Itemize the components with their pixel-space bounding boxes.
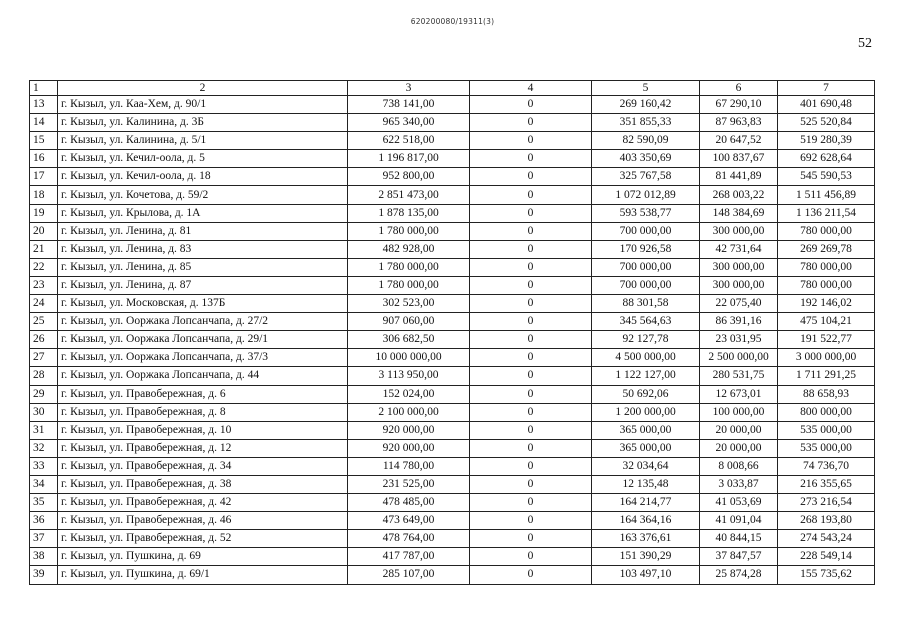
address-cell: г. Кызыл, ул. Ленина, д. 83: [58, 240, 348, 258]
value-cell: 365 000,00: [592, 421, 700, 439]
value-cell: 273 216,54: [778, 494, 875, 512]
address-cell: г. Кызыл, ул. Ленина, д. 85: [58, 258, 348, 276]
table-row: [30, 313, 875, 331]
page-number: 52: [858, 36, 872, 51]
value-cell: 1 122 127,00: [592, 367, 700, 385]
table-row: [30, 114, 875, 132]
value-cell: 0: [470, 367, 592, 385]
value-cell: 3 113 950,00: [348, 367, 470, 385]
row-number-cell: 38: [30, 548, 58, 566]
value-cell: 280 531,75: [700, 367, 778, 385]
value-cell: 1 200 000,00: [592, 403, 700, 421]
value-cell: 417 787,00: [348, 548, 470, 566]
value-cell: 155 735,62: [778, 566, 875, 584]
value-cell: 0: [470, 349, 592, 367]
document-id: 620200080/19311(3): [410, 17, 495, 26]
address-cell: г. Кызыл, ул. Правобережная, д. 46: [58, 512, 348, 530]
value-cell: 0: [470, 240, 592, 258]
value-cell: 41 053,69: [700, 494, 778, 512]
value-cell: 0: [470, 530, 592, 548]
row-number-cell: 28: [30, 367, 58, 385]
value-cell: 0: [470, 168, 592, 186]
value-cell: 37 847,57: [700, 548, 778, 566]
address-cell: г. Кызыл, ул. Правобережная, д. 8: [58, 403, 348, 421]
table-row: [30, 548, 875, 566]
address-cell: г. Кызыл, ул. Правобережная, д. 34: [58, 457, 348, 475]
value-cell: 700 000,00: [592, 276, 700, 294]
table-row: [30, 530, 875, 548]
value-cell: 22 075,40: [700, 295, 778, 313]
value-cell: 2 100 000,00: [348, 403, 470, 421]
value-cell: 478 485,00: [348, 494, 470, 512]
value-cell: 1 072 012,89: [592, 186, 700, 204]
address-cell: г. Кызыл, ул. Калинина, д. 3Б: [58, 114, 348, 132]
value-cell: 103 497,10: [592, 566, 700, 584]
value-cell: 10 000 000,00: [348, 349, 470, 367]
value-cell: 535 000,00: [778, 421, 875, 439]
value-cell: 228 549,14: [778, 548, 875, 566]
address-cell: г. Кызыл, ул. Правобережная, д. 12: [58, 439, 348, 457]
value-cell: 401 690,48: [778, 96, 875, 114]
address-cell: г. Кызыл, ул. Ооржака Лопсанчапа, д. 37/3: [58, 349, 348, 367]
value-cell: 0: [470, 457, 592, 475]
row-number-cell: 29: [30, 385, 58, 403]
address-cell: г. Кызыл, ул. Ооржака Лопсанчапа, д. 27/2: [58, 313, 348, 331]
table-row: [30, 349, 875, 367]
value-cell: 81 441,89: [700, 168, 778, 186]
row-number-cell: 24: [30, 295, 58, 313]
address-cell: г. Кызыл, ул. Московская, д. 137Б: [58, 295, 348, 313]
value-cell: 700 000,00: [592, 258, 700, 276]
value-cell: 2 500 000,00: [700, 349, 778, 367]
column-header: 2: [58, 81, 348, 96]
row-number-cell: 32: [30, 439, 58, 457]
value-cell: 86 391,16: [700, 313, 778, 331]
row-number-cell: 22: [30, 258, 58, 276]
value-cell: 738 141,00: [348, 96, 470, 114]
row-number-cell: 35: [30, 494, 58, 512]
column-header: 5: [592, 81, 700, 96]
value-cell: 41 091,04: [700, 512, 778, 530]
table-body: [30, 96, 875, 585]
value-cell: 300 000,00: [700, 222, 778, 240]
row-number-cell: 31: [30, 421, 58, 439]
value-cell: 1 878 135,00: [348, 204, 470, 222]
value-cell: 1 136 211,54: [778, 204, 875, 222]
value-cell: 88 658,93: [778, 385, 875, 403]
value-cell: 473 649,00: [348, 512, 470, 530]
column-header: 4: [470, 81, 592, 96]
value-cell: 535 000,00: [778, 439, 875, 457]
table-row: [30, 367, 875, 385]
value-cell: 151 390,29: [592, 548, 700, 566]
row-number-cell: 18: [30, 186, 58, 204]
value-cell: 482 928,00: [348, 240, 470, 258]
value-cell: 164 364,16: [592, 512, 700, 530]
row-number-cell: 36: [30, 512, 58, 530]
value-cell: 907 060,00: [348, 313, 470, 331]
value-cell: 0: [470, 150, 592, 168]
row-number-cell: 25: [30, 313, 58, 331]
value-cell: 525 520,84: [778, 114, 875, 132]
value-cell: 12 135,48: [592, 475, 700, 493]
value-cell: 780 000,00: [778, 276, 875, 294]
table-row: [30, 385, 875, 403]
value-cell: 170 926,58: [592, 240, 700, 258]
value-cell: 306 682,50: [348, 331, 470, 349]
address-cell: г. Кызыл, ул. Правобережная, д. 10: [58, 421, 348, 439]
value-cell: 191 522,77: [778, 331, 875, 349]
value-cell: 20 647,52: [700, 132, 778, 150]
value-cell: 345 564,63: [592, 313, 700, 331]
table-row: [30, 295, 875, 313]
row-number-cell: 33: [30, 457, 58, 475]
value-cell: 593 538,77: [592, 204, 700, 222]
value-cell: 0: [470, 331, 592, 349]
column-header: 6: [700, 81, 778, 96]
address-cell: г. Кызыл, ул. Каа-Хем, д. 90/1: [58, 96, 348, 114]
value-cell: 0: [470, 132, 592, 150]
value-cell: 692 628,64: [778, 150, 875, 168]
value-cell: 216 355,65: [778, 475, 875, 493]
value-cell: 2 851 473,00: [348, 186, 470, 204]
value-cell: 20 000,00: [700, 439, 778, 457]
value-cell: 0: [470, 494, 592, 512]
value-cell: 478 764,00: [348, 530, 470, 548]
row-number-cell: 16: [30, 150, 58, 168]
table-row: [30, 204, 875, 222]
address-cell: г. Кызыл, ул. Пушкина, д. 69: [58, 548, 348, 566]
row-number-cell: 14: [30, 114, 58, 132]
address-cell: г. Кызыл, ул. Правобережная, д. 42: [58, 494, 348, 512]
column-header: 7: [778, 81, 875, 96]
value-cell: 0: [470, 403, 592, 421]
address-cell: г. Кызыл, ул. Правобережная, д. 38: [58, 475, 348, 493]
table-row: [30, 240, 875, 258]
table-row: [30, 258, 875, 276]
value-cell: 88 301,58: [592, 295, 700, 313]
value-cell: 100 000,00: [700, 403, 778, 421]
value-cell: 0: [470, 313, 592, 331]
address-cell: г. Кызыл, ул. Кочетова, д. 59/2: [58, 186, 348, 204]
value-cell: 148 384,69: [700, 204, 778, 222]
value-cell: 0: [470, 385, 592, 403]
row-number-cell: 19: [30, 204, 58, 222]
address-cell: г. Кызыл, ул. Ленина, д. 81: [58, 222, 348, 240]
row-number-cell: 39: [30, 566, 58, 584]
table-row: [30, 457, 875, 475]
value-cell: 87 963,83: [700, 114, 778, 132]
value-cell: 0: [470, 566, 592, 584]
value-cell: 952 800,00: [348, 168, 470, 186]
address-cell: г. Кызыл, ул. Крылова, д. 1А: [58, 204, 348, 222]
address-cell: г. Кызыл, ул. Ооржака Лопсанчапа, д. 44: [58, 367, 348, 385]
value-cell: 231 525,00: [348, 475, 470, 493]
value-cell: 152 024,00: [348, 385, 470, 403]
row-number-cell: 21: [30, 240, 58, 258]
value-cell: 268 003,22: [700, 186, 778, 204]
value-cell: 0: [470, 114, 592, 132]
value-cell: 302 523,00: [348, 295, 470, 313]
value-cell: 0: [470, 276, 592, 294]
table-header: [30, 81, 875, 96]
value-cell: 475 104,21: [778, 313, 875, 331]
value-cell: 780 000,00: [778, 222, 875, 240]
value-cell: 163 376,61: [592, 530, 700, 548]
value-cell: 0: [470, 96, 592, 114]
table-row: [30, 150, 875, 168]
table-row: [30, 331, 875, 349]
value-cell: 300 000,00: [700, 258, 778, 276]
value-cell: 0: [470, 222, 592, 240]
value-cell: 365 000,00: [592, 439, 700, 457]
row-number-cell: 26: [30, 331, 58, 349]
value-cell: 3 033,87: [700, 475, 778, 493]
row-number-cell: 34: [30, 475, 58, 493]
value-cell: 12 673,01: [700, 385, 778, 403]
table-row: [30, 403, 875, 421]
row-number-cell: 20: [30, 222, 58, 240]
table-row: [30, 168, 875, 186]
value-cell: 50 692,06: [592, 385, 700, 403]
address-cell: г. Кызыл, ул. Ленина, д. 87: [58, 276, 348, 294]
data-table: [29, 80, 875, 585]
value-cell: 0: [470, 258, 592, 276]
column-header: 3: [348, 81, 470, 96]
value-cell: 274 543,24: [778, 530, 875, 548]
address-cell: г. Кызыл, ул. Пушкина, д. 69/1: [58, 566, 348, 584]
row-number-cell: 27: [30, 349, 58, 367]
value-cell: 325 767,58: [592, 168, 700, 186]
table-row: [30, 186, 875, 204]
value-cell: 192 146,02: [778, 295, 875, 313]
value-cell: 780 000,00: [778, 258, 875, 276]
value-cell: 920 000,00: [348, 439, 470, 457]
value-cell: 300 000,00: [700, 276, 778, 294]
row-number-cell: 37: [30, 530, 58, 548]
value-cell: 700 000,00: [592, 222, 700, 240]
value-cell: 100 837,67: [700, 150, 778, 168]
value-cell: 20 000,00: [700, 421, 778, 439]
value-cell: 622 518,00: [348, 132, 470, 150]
row-number-cell: 23: [30, 276, 58, 294]
value-cell: 3 000 000,00: [778, 349, 875, 367]
value-cell: 82 590,09: [592, 132, 700, 150]
value-cell: 268 193,80: [778, 512, 875, 530]
table-row: [30, 512, 875, 530]
value-cell: 42 731,64: [700, 240, 778, 258]
value-cell: 269 160,42: [592, 96, 700, 114]
table-row: [30, 132, 875, 150]
table-row: [30, 222, 875, 240]
value-cell: 1 511 456,89: [778, 186, 875, 204]
address-cell: г. Кызыл, ул. Правобережная, д. 6: [58, 385, 348, 403]
value-cell: 74 736,70: [778, 457, 875, 475]
address-cell: г. Кызыл, ул. Калинина, д. 5/1: [58, 132, 348, 150]
value-cell: 92 127,78: [592, 331, 700, 349]
value-cell: 800 000,00: [778, 403, 875, 421]
value-cell: 164 214,77: [592, 494, 700, 512]
value-cell: 403 350,69: [592, 150, 700, 168]
address-cell: г. Кызыл, ул. Кечил-оола, д. 5: [58, 150, 348, 168]
table-row: [30, 439, 875, 457]
value-cell: 4 500 000,00: [592, 349, 700, 367]
table-row: [30, 421, 875, 439]
value-cell: 351 855,33: [592, 114, 700, 132]
table-row: [30, 494, 875, 512]
value-cell: 23 031,95: [700, 331, 778, 349]
value-cell: 0: [470, 475, 592, 493]
value-cell: 40 844,15: [700, 530, 778, 548]
value-cell: 545 590,53: [778, 168, 875, 186]
value-cell: 0: [470, 204, 592, 222]
row-number-cell: 17: [30, 168, 58, 186]
address-cell: г. Кызыл, ул. Кечил-оола, д. 18: [58, 168, 348, 186]
value-cell: 1 780 000,00: [348, 276, 470, 294]
address-cell: г. Кызыл, ул. Правобережная, д. 52: [58, 530, 348, 548]
address-cell: г. Кызыл, ул. Ооржака Лопсанчапа, д. 29/1: [58, 331, 348, 349]
value-cell: 0: [470, 548, 592, 566]
table-row: [30, 566, 875, 584]
value-cell: 8 008,66: [700, 457, 778, 475]
value-cell: 0: [470, 512, 592, 530]
value-cell: 0: [470, 186, 592, 204]
value-cell: 920 000,00: [348, 421, 470, 439]
row-number-cell: 15: [30, 132, 58, 150]
value-cell: 114 780,00: [348, 457, 470, 475]
value-cell: 0: [470, 439, 592, 457]
value-cell: 32 034,64: [592, 457, 700, 475]
value-cell: 519 280,39: [778, 132, 875, 150]
value-cell: 965 340,00: [348, 114, 470, 132]
column-header: 1: [30, 81, 58, 96]
value-cell: 285 107,00: [348, 566, 470, 584]
value-cell: 269 269,78: [778, 240, 875, 258]
header-row: [30, 81, 875, 96]
value-cell: 67 290,10: [700, 96, 778, 114]
row-number-cell: 13: [30, 96, 58, 114]
value-cell: 0: [470, 295, 592, 313]
value-cell: 1 780 000,00: [348, 222, 470, 240]
table-row: [30, 96, 875, 114]
row-number-cell: 30: [30, 403, 58, 421]
value-cell: 1 196 817,00: [348, 150, 470, 168]
table-row: [30, 475, 875, 493]
value-cell: 0: [470, 421, 592, 439]
value-cell: 25 874,28: [700, 566, 778, 584]
table-row: [30, 276, 875, 294]
value-cell: 1 780 000,00: [348, 258, 470, 276]
value-cell: 1 711 291,25: [778, 367, 875, 385]
